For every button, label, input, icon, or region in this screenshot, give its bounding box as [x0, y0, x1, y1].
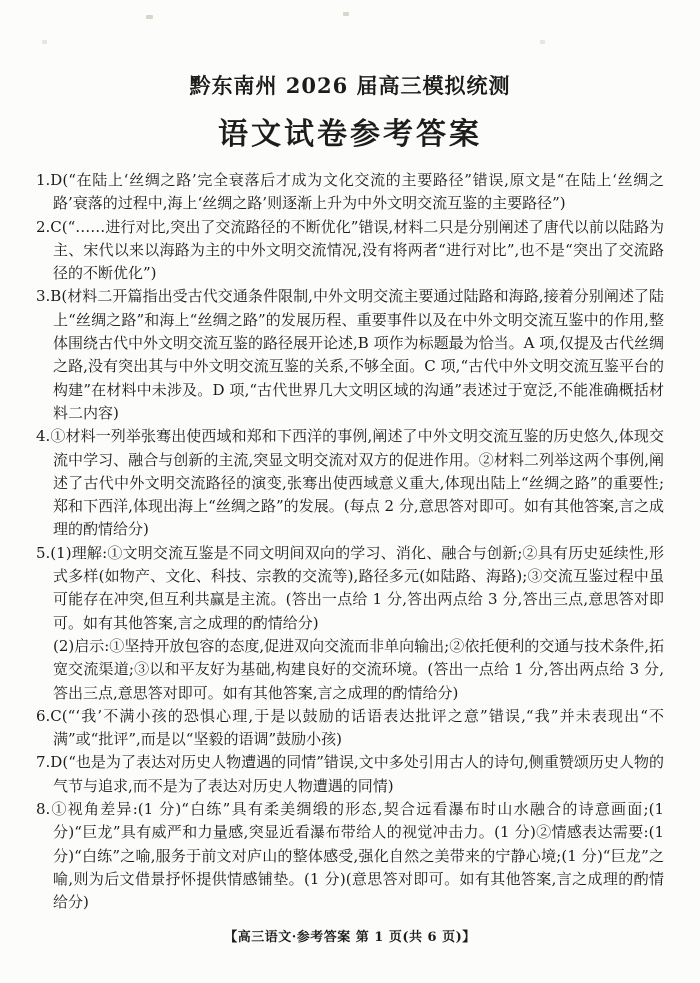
exam-title: 黔东南州 2026 届高三模拟统测 [189, 73, 511, 98]
answer-paragraph-5-part2: (2)启示:①坚持开放包容的态度,促进双向交流而非单向输出;②依托便利的交通与技术条件,拓宽交流渠道;③以和平友好为基础,构建良好的交流环境。(答出一点给 1 分,答出两点给 3 分,答出三点,意思答对即可。如有其他答案,言之成理的酌情给分) [53, 636, 664, 702]
answer-paragraph-5-part1: 5.(1)理解:①文明交流互鉴是不同文明间双向的学习、消化、融合与创新;②具有历史延续性,形式多样(如物产、文化、科技、宗教的交流等),路径多元(如陆路、海路);③交流互鉴过程中虽可能存在冲突,但互利共赢是主流。(答出一点给 1 分,答出两点给 3 分,答出三点,意思答对即可。如有其他答案,言之成理的酌情给分) [36, 543, 664, 632]
scan-speck-left [42, 40, 47, 44]
answer-paragraph-3: 3.B(材料二开篇指出受古代交通条件限制,中外文明交流主要通过陆路和海路,接着分别阐述了陆上“丝绸之路”和海上“丝绸之路”的发展历程、重要事件以及在中外文明交流互鉴中的作用,整体围绕古代中外文明交流互鉴的路径展开论述,B 项作为标题最为恰当。A 项,仅提及古代丝绸之路,没有突出其与中外文明交流互鉴的关系,不够全面。C 项,“古代中外文明交流互鉴平台的构建”在材料中未涉及。D 项,“古代世界几大文明区域的沟通”表述过于宽泛,不能准确概括材料二内容) [36, 287, 664, 422]
page-title: 语文试卷参考答案 [218, 117, 482, 152]
answer-paragraph-1: 1.D(“在陆上‘丝绸之路’完全衰落后才成为文化交流的主要路径”错误,原文是“在陆上‘丝绸之路’衰落的过程中,海上‘丝绸之路’则逐渐上升为中外文明交流互鉴的主要路径”) [36, 171, 664, 213]
scan-speck-top-1 [146, 15, 153, 19]
answer-paragraph-4: 4.①材料一列举张骞出使西域和郑和下西洋的事例,阐述了中外文明交流互鉴的历史悠久,体现交流中学习、融合与创新的主流,突显文明交流对双方的促进作用。②材料二列举这两个事例,阐述了古代中外文明交流路径的演变,张骞出使西域意义重大,体现出陆上“丝绸之路”的重要性;郑和下西洋,体现出海上“丝绸之路”的发展。(每点 2 分,意思答对即可。如有其他答案,言之成理的酌情给分) [36, 427, 664, 539]
answer-paragraph-2: 2.C(“……进行对比,突出了交流路径的不断优化”错误,材料二只是分别阐述了唐代以前以陆路为主、宋代以来以海路为主的中外文明交流情况,没有将两者“进行对比”,也不是“突出了交流路径的不断优化”) [36, 217, 664, 283]
scan-speck-right [540, 40, 545, 44]
page-footer: 【高三语文·参考答案 第 1 页(共 6 页)】 [224, 930, 476, 945]
answers-body [36, 169, 664, 915]
document-header [0, 0, 700, 153]
answer-paragraph-6: 6.C(“‘我’不满小孩的恐惧心理,于是以鼓励的话语表达批评之意”错误,“我”并未表现出“不满”或“批评”,而是以“坚毅的语调”鼓励小孩) [36, 706, 664, 749]
scan-speck-top-2 [343, 12, 349, 16]
answer-paragraph-7: 7.D(“也是为了表达对历史人物遭遇的同情”错误,文中多处引用古人的诗句,侧重赞颂历史人物的气节与追求,而不是为了表达对历史人物遭遇的同情) [36, 753, 664, 795]
answer-paragraph-8: 8.①视角差异:(1 分)“白练”具有柔美绸缎的形态,契合远看瀑布时山水融合的诗意画面;(1 分)“巨龙”具有威严和力量感,突显近看瀑布带给人的视觉冲击力。(1 分)②情感表达需要:(1 分)“白练”之喻,服务于前文对庐山的整体感受,强化自然之美带来的宁静心境;(1 分)“巨龙”之喻,则为后文借景抒怀提供情感铺垫。(1 分)(意思答对即可。如有其他答案,言之成理的酌情给分) [36, 800, 664, 912]
